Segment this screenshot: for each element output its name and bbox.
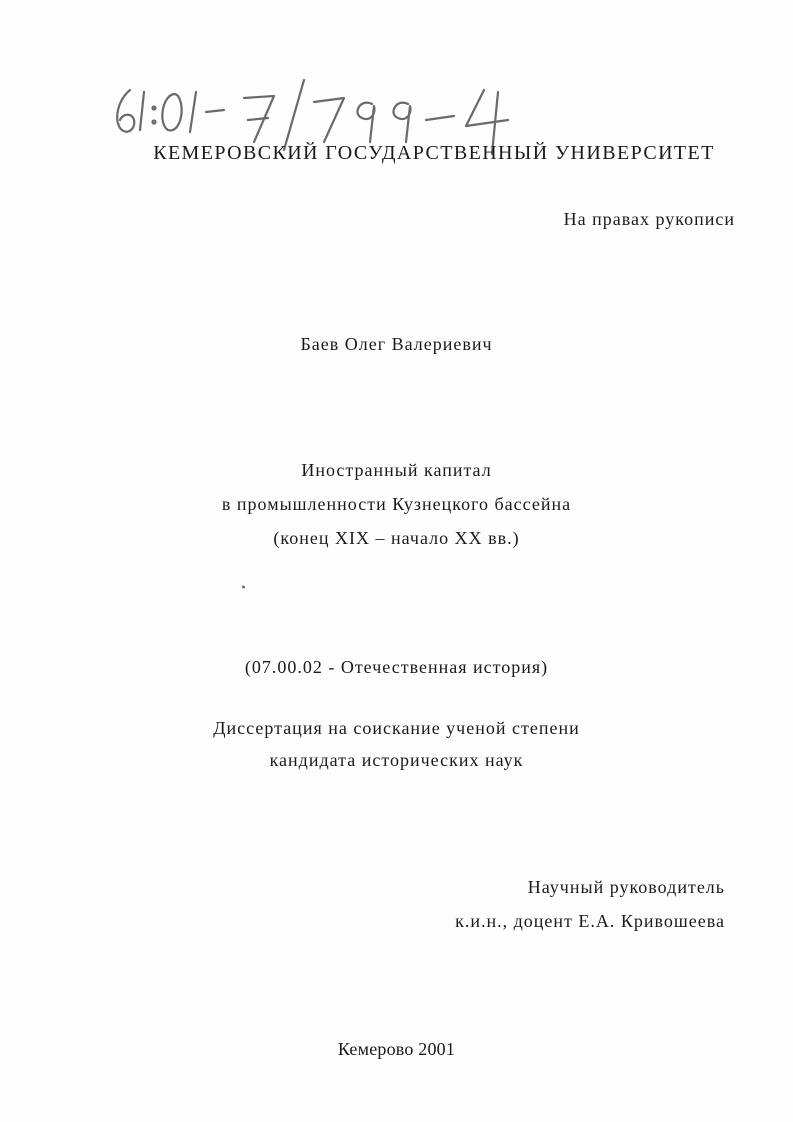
- dissertation-line-1: Диссертация на соискание ученой степени: [213, 718, 580, 738]
- city-year: Кемерово 2001: [337, 1039, 456, 1059]
- specialty-code: (07.00.02 - Отечественная история): [244, 657, 549, 677]
- title-line-3: (конец XIX – начало XX вв.): [273, 528, 520, 548]
- supervisor-name: к.и.н., доцент Е.А. Кривошеева: [455, 911, 725, 931]
- scan-speck: [242, 585, 246, 588]
- rights-notice: На правах рукописи: [563, 209, 735, 229]
- university-name: КЕМЕРОВСКИЙ ГОСУДАРСТВЕННЫЙ УНИВЕРСИТЕТ: [153, 142, 715, 164]
- title-line-2: в промышленности Кузнецкого бассейна: [221, 494, 572, 514]
- author-name: Баев Олег Валериевич: [300, 334, 493, 354]
- dissertation-line-2: кандидата исторических наук: [269, 750, 524, 770]
- title-line-1: Иностранный капитал: [301, 460, 492, 480]
- supervisor-label: Научный руководитель: [527, 877, 725, 897]
